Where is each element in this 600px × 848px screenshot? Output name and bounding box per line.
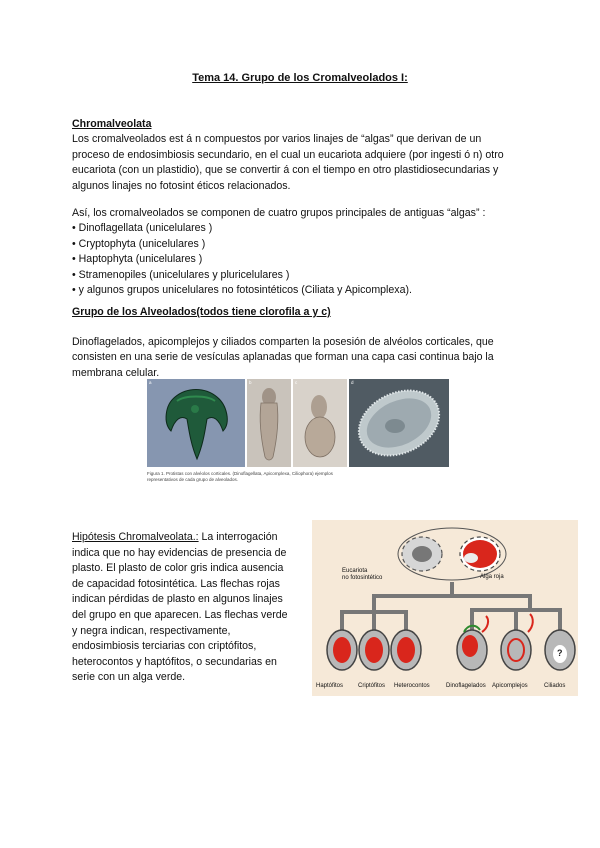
text-line: eucariota (con un plastidio), que se convertir á con el tiempo en otro plastidiosecundarias y: [72, 164, 499, 177]
section-heading: Chromalveolata: [72, 118, 152, 130]
section-alveolados-heading: [72, 305, 331, 320]
chromalveolata-diagram: [312, 520, 578, 696]
section-heading: Grupo de los Alveolados(todos tiene clorofila a y c): [72, 306, 331, 318]
page-title: Tema 14. Grupo de los Cromalveolados I:: [192, 72, 408, 84]
phylogeny-tree: [312, 520, 578, 696]
text-line: algunos linajes no fotosint éticos relacionados.: [72, 179, 291, 192]
alveolates-figure: [147, 379, 449, 467]
section-alveolados-text: [72, 335, 494, 381]
taxon-label: Haptófitos: [316, 683, 344, 689]
text-line: membrana celular.: [72, 366, 160, 379]
list-item: • Dinoflagellata (unicelulares ): [72, 222, 213, 235]
hypothesis-heading: Hipótesis Chromalveolata.:: [72, 531, 199, 543]
text-line: de capacidad fotosintética. Las flechas rojas: [72, 577, 280, 590]
panel-label: b: [249, 380, 252, 385]
question-mark: ?: [557, 648, 563, 658]
heterokont-cell: [391, 630, 421, 670]
text-line: endosimbiosis terciarias con criptófitos,: [72, 640, 257, 653]
panel-label: a: [149, 380, 152, 385]
red-alga-label: Alga roja: [480, 574, 504, 580]
figure-caption: representativos de cada grupo de alveolados.: [147, 477, 239, 482]
text-line: Dinoflagelados, apicomplejos y ciliados comparten la posesión de alvéolos corticales, que: [72, 336, 494, 348]
text-line: del grupo en que aparecen. Las flechas verde: [72, 608, 288, 621]
taxon-label: Apicomplejos: [492, 683, 528, 689]
eukaryote-label: [342, 568, 382, 582]
text-line: plasto. El plasto de color gris indica ausencia: [72, 562, 284, 575]
tree-branches: [342, 584, 560, 630]
taxon-label: Heterocontos: [394, 683, 430, 689]
red-alga-nucleus: [464, 553, 478, 563]
text-line: indican pérdidas de plasto en algunos linajes: [72, 593, 283, 606]
text-line: heterocontos y haptófitos, o secundarias en: [72, 655, 277, 668]
text-line: proceso de endosimbiosis secundario, en el cual un eucariota adquiere (por ingesti ó n) otro: [72, 148, 504, 161]
list-intro: Así, los cromalveolados se componen de cuatro grupos principales de antiguas “algas” :: [72, 207, 486, 219]
figure-caption: Figura 1. Protistas con alvéolos corticales. (Dinoflagellata, Apicomplexa, Ciliophora) ejemplos: [147, 471, 333, 476]
list-item: • Haptophyta (unicelulares ): [72, 253, 203, 266]
list-item: • Stramenopiles (unicelulares y pluricelulares ): [72, 268, 290, 281]
section-hypothesis-text: [72, 530, 288, 686]
text-line: serie con un alga verde.: [72, 671, 186, 684]
cryptophyte-cell: [359, 630, 389, 670]
eukaryote-label-line: Eucariota: [342, 568, 368, 574]
text-line: Los cromalveolados est á n compuestos por varios linajes de “algas” que derivan de un: [72, 133, 482, 146]
taxon-label: Dinoflagelados: [446, 683, 486, 689]
haptophyte-cell: [327, 630, 357, 670]
section-chromalveolata: [72, 117, 504, 194]
list-item: • Cryptophyta (unicelulares ): [72, 237, 206, 250]
text-line: [72, 530, 288, 546]
eukaryote-nucleus: [412, 546, 432, 562]
group-list: [72, 206, 485, 298]
text-line: indica que no hay evidencias de presencia de: [72, 546, 287, 559]
panel-label: c: [295, 380, 298, 385]
taxon-label: Criptófitos: [358, 683, 386, 689]
text-line: y negra indican, respectivamente,: [72, 624, 231, 637]
alveolates-photos: [147, 379, 449, 467]
eukaryote-label-line: no fotosintético: [342, 575, 383, 581]
panel-label: d: [351, 380, 354, 385]
hypothesis-first-line: La interrogación: [198, 531, 278, 543]
taxon-label: Ciliados: [544, 683, 566, 689]
list-item: • y algunos grupos unicelulares no fotosintéticos (Ciliata y Apicomplexa).: [72, 284, 412, 297]
text-line: consisten en una serie de vesículas aplanadas que forman una capa casi continua bajo la: [72, 351, 494, 364]
